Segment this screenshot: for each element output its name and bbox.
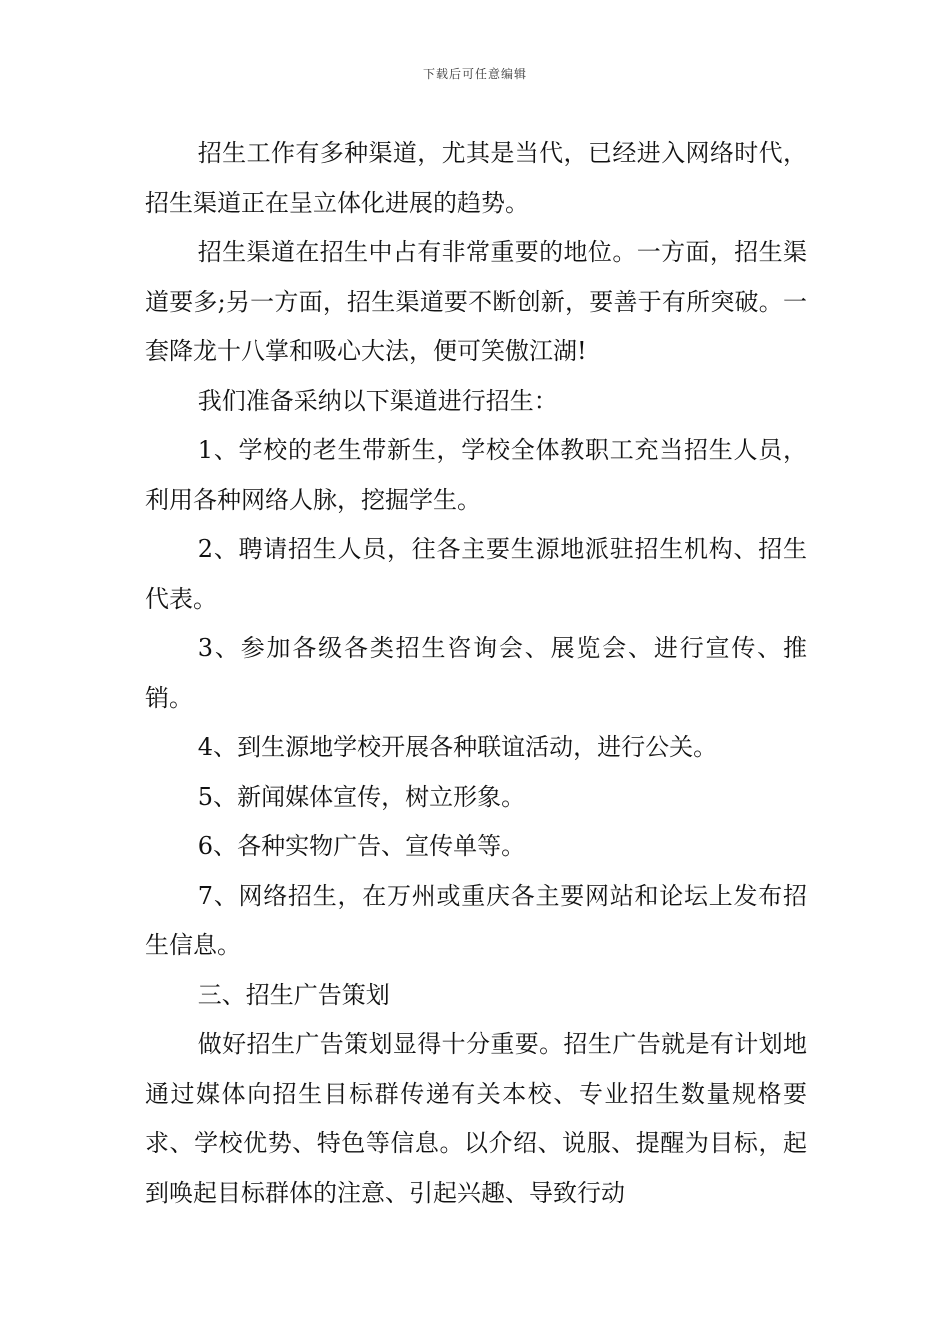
list-item-channel-7: 7、网络招生，在万州或重庆各主要网站和论坛上发布招生信息。 (145, 881, 807, 959)
list-item-channel-3: 3、参加各级各类招生咨询会、展览会、进行宣传、推销。 (145, 634, 807, 712)
list-item-channel-4: 4、到生源地学校开展各种联谊活动，进行公关。 (197, 733, 718, 761)
list-item-channel-6: 6、各种实物广告、宣传单等。 (197, 832, 526, 860)
list-item-channel-2: 2、聘请招生人员，往各主要生源地派驻招生机构、招生代表。 (145, 535, 807, 613)
page-header: 下载后可任意编辑 (422, 67, 527, 81)
paragraph-ad-planning: 做好招生广告策划显得十分重要。招生广告就是有计划地通过媒体向招生目标群传递有关本校、专业招生数量规格要求、学校优势、特色等信息。以介绍、说服、提醒为目标，起到唤起目标群体的注意、引起兴趣、导致行动 (145, 1030, 807, 1207)
paragraph-channels-lead: 我们准备采纳以下渠道进行招生： (197, 386, 558, 415)
paragraph-intro: 招生工作有多种渠道，尤其是当代，已经进入网络时代，招生渠道正在呈立体化进展的趋势。 (145, 139, 807, 217)
list-item-channel-5: 5、新闻媒体宣传，树立形象。 (197, 782, 526, 811)
section-heading-ad-planning: 三、招生广告策划 (197, 980, 390, 1009)
list-item-channel-1: 1、学校的老生带新生，学校全体教职工充当招生人员，利用各种网络人脉，挖掘学生。 (145, 436, 807, 514)
document-body (145, 129, 807, 1218)
paragraph-importance: 招生渠道在招生中占有非常重要的地位。一方面，招生渠道要多;另一方面，招生渠道要不断创新，要善于有所突破。一套降龙十八掌和吸心大法，便可笑傲江湖! (145, 238, 807, 365)
